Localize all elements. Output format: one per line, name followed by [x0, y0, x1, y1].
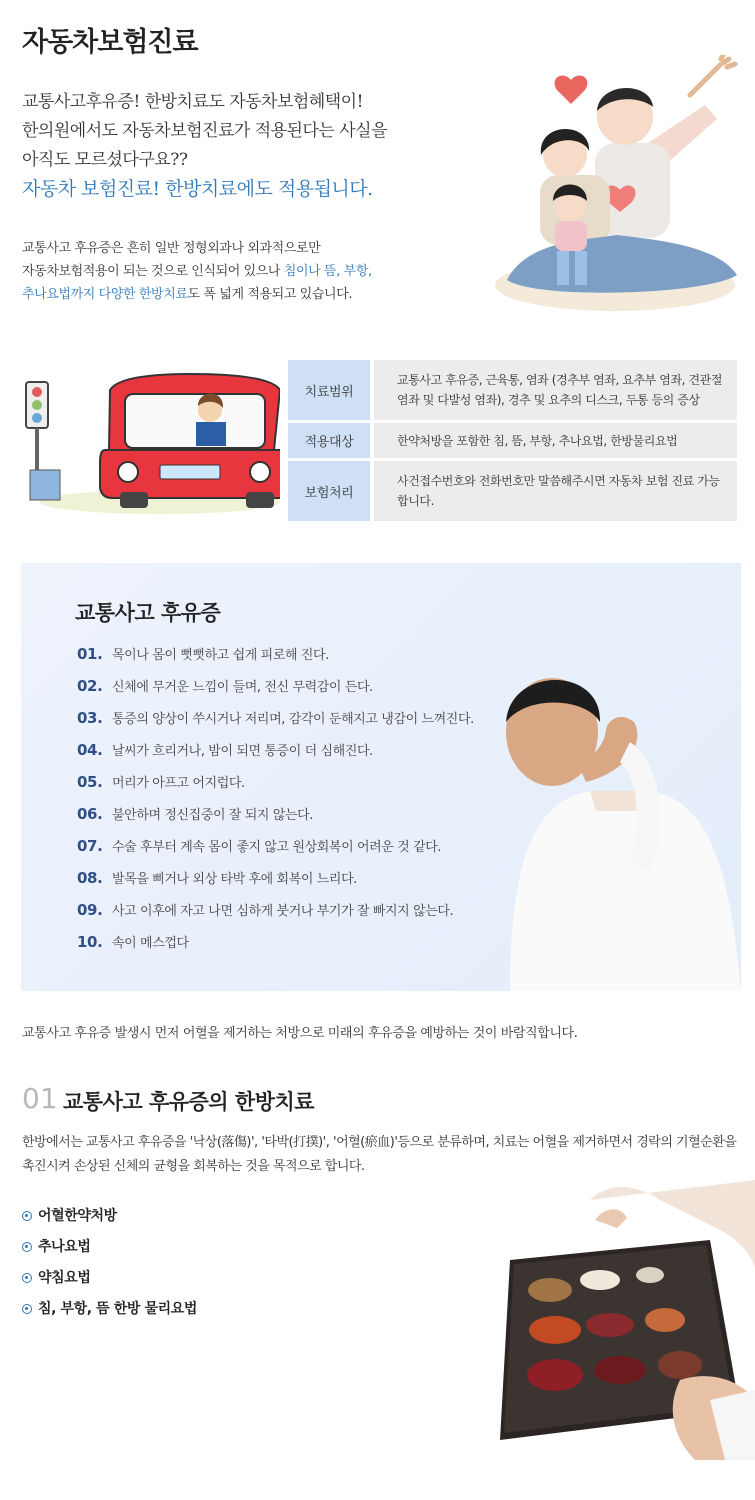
item-number: 08.: [77, 869, 103, 887]
treatment-list: [22, 1205, 197, 1329]
page-title: 자동차보험진료: [22, 27, 198, 58]
intro-line: 아직도 모르셨다구요??: [22, 150, 188, 170]
table-label: 적용대상: [288, 423, 374, 458]
treatment-label: 침, 부항, 뜸 한방 물리요법: [38, 1301, 197, 1317]
desc-highlight: 침이나 뜸, 부항,: [283, 264, 372, 279]
circle-bullet-icon: [22, 1242, 32, 1252]
item-number: 09.: [77, 901, 103, 919]
treatment-label: 약침요법: [38, 1270, 91, 1286]
intro-description: [22, 237, 372, 306]
section-number: 01: [22, 1082, 58, 1115]
herbal-medicine-tray-photo: [480, 1180, 755, 1460]
item-number: 05.: [77, 773, 103, 791]
circle-bullet-icon: [22, 1273, 32, 1283]
item-number: 04.: [77, 741, 103, 759]
table-value: 한약처방을 포함한 침, 뜸, 부항, 추나요법, 한방물리요법: [374, 423, 737, 458]
item-number: 01.: [77, 645, 103, 663]
table-value: 교통사고 후유증, 근육통, 염좌 (경추부 염좌, 요추부 염좌, 견관절 염좌 및 다발성 염좌), 경추 및 요추의 디스크, 두통 등의 증상: [374, 360, 737, 420]
table-value: 사건접수번호와 전화번호만 말씀해주시면 자동차 보험 진료 가능합니다.: [374, 461, 737, 521]
man-neck-pain-photo: [490, 672, 741, 991]
intro-line: 교통사고후유증! 한방치료도 자동차보험혜택이!: [22, 92, 363, 112]
item-text: 머리가 아프고 어지럽다.: [112, 776, 245, 791]
intro-line: 한의원에서도 자동차보험진료가 적용된다는 사실을: [22, 121, 387, 141]
circle-bullet-icon: [22, 1211, 32, 1221]
desc-line: 자동차보험적용이 되는 것으로 인식되어 있으나: [22, 264, 284, 279]
item-text: 불안하며 정신집중이 잘 되지 않는다.: [112, 808, 314, 823]
table-row: [288, 423, 737, 458]
item-text: 속이 메스껍다: [112, 936, 189, 951]
item-text: 사고 이후에 자고 나면 심하게 붓거나 부기가 잘 빠지지 않는다.: [112, 904, 454, 919]
item-text: 통증의 양상이 쑤시거나 저리며, 감각이 둔해지고 냉감이 느껴진다.: [112, 712, 474, 727]
list-item: [22, 1205, 197, 1236]
item-text: 신체에 무거운 느낌이 들며, 전신 무력감이 든다.: [112, 680, 373, 695]
table-row: [288, 360, 737, 420]
car-illustration: [10, 370, 280, 520]
intro-text: [22, 88, 387, 204]
list-item: [77, 772, 474, 804]
item-number: 06.: [77, 805, 103, 823]
symptoms-list: [77, 644, 474, 964]
treatment-label: 추나요법: [38, 1239, 91, 1255]
desc-line: 교통사고 후유증은 흔히 일반 정형외과나 외과적으로만: [22, 241, 321, 256]
list-item: [22, 1267, 197, 1298]
list-item: [22, 1236, 197, 1267]
item-text: 목이나 몸이 뻣뻣하고 쉽게 피로해 진다.: [112, 648, 329, 663]
list-item: [77, 676, 474, 708]
list-item: [22, 1298, 197, 1329]
desc-highlight: 추나요법까지 다양한 한방치료: [22, 287, 188, 302]
list-item: [77, 740, 474, 772]
item-number: 03.: [77, 709, 103, 727]
list-item: [77, 836, 474, 868]
treatment-label: 어혈한약처방: [38, 1208, 117, 1224]
section-description: 한방에서는 교통사고 후유증을 '낙상(落傷)', '타박(打撲)', '어혈(瘀血)'등으로 분류하며, 치료는 어혈을 제거하면서 경락의 기혈순환을 촉진시켜 손상된 신체의 균형을 회복하는 것을 목적으로 합니다.: [22, 1135, 737, 1174]
prevention-note: 교통사고 후유증 발생시 먼저 어혈을 제거하는 처방으로 미래의 후유증을 예방하는 것이 바람직합니다.: [22, 1026, 578, 1041]
item-number: 07.: [77, 837, 103, 855]
item-number: 02.: [77, 677, 103, 695]
item-text: 발목을 삐거나 외상 타박 후에 회복이 느리다.: [112, 872, 357, 887]
desc-line: 도 폭 넓게 적용되고 있습니다.: [187, 287, 353, 302]
circle-bullet-icon: [22, 1304, 32, 1314]
table-label: 치료범위: [288, 360, 374, 420]
list-item: [77, 708, 474, 740]
list-item: [77, 932, 474, 964]
section-title: 교통사고 후유증의 한방치료: [63, 1090, 315, 1114]
table-row: [288, 461, 737, 521]
table-label: 보험처리: [288, 461, 374, 521]
list-item: [77, 900, 474, 932]
family-illustration: [495, 55, 745, 320]
symptoms-title: 교통사고 후유증: [75, 601, 221, 625]
list-item: [77, 804, 474, 836]
item-text: 날씨가 흐리거나, 밤이 되면 통증이 더 심해진다.: [112, 744, 373, 759]
list-item: [77, 644, 474, 676]
item-number: 10.: [77, 933, 103, 951]
item-text: 수술 후부터 계속 몸이 좋지 않고 원상회복이 어려운 것 같다.: [112, 840, 442, 855]
list-item: [77, 868, 474, 900]
intro-highlight: 자동차 보험진료! 한방치료에도 적용됩니다.: [22, 178, 373, 200]
insurance-info-table: [288, 357, 737, 524]
